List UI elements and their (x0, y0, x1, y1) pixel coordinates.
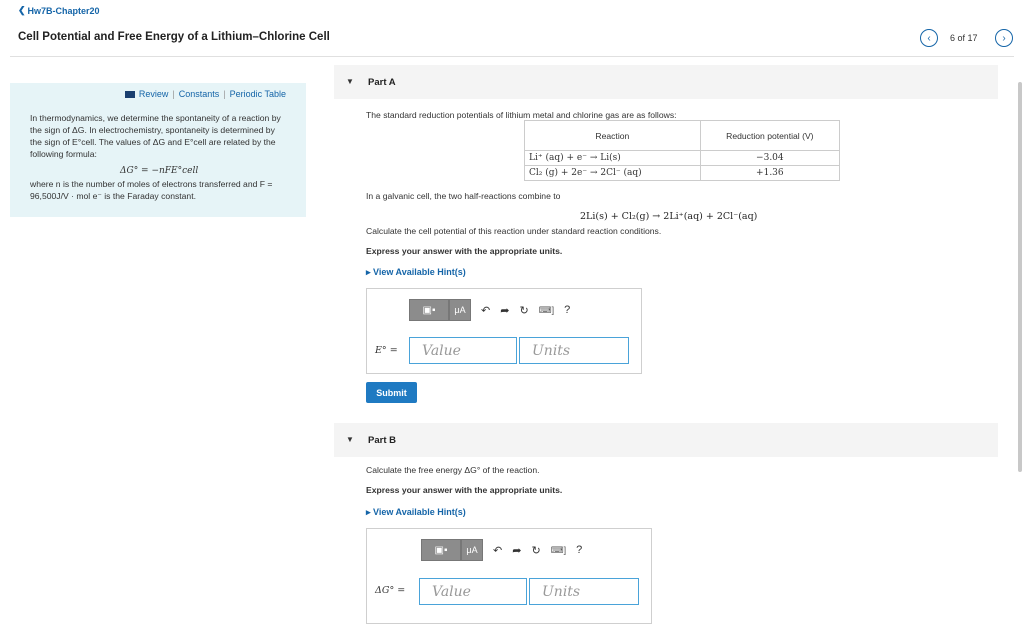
units-button[interactable] (461, 539, 483, 561)
units-input[interactable]: Units (519, 337, 629, 364)
sidebar-formula: ΔG° = −nFE°cell (120, 166, 199, 176)
part-b-answer-box (366, 528, 652, 624)
potential-cell: −3.04 (700, 151, 839, 166)
reaction-cell: Li⁺ (aq) + e⁻ → Li(s) (525, 151, 701, 166)
next-button[interactable] (995, 29, 1013, 47)
template-icon: ▣▪ (422, 304, 436, 316)
template-icon: ▣▪ (434, 544, 448, 556)
reset-icon[interactable]: ↻ (519, 304, 529, 317)
info-sidebar (10, 83, 306, 217)
constants-link[interactable]: Constants (178, 89, 220, 99)
scrollbar[interactable] (1017, 60, 1024, 620)
table-header-potential: Reduction potential (V) (700, 121, 839, 151)
potential-cell: +1.36 (700, 166, 839, 181)
value-input[interactable]: Value (419, 578, 527, 605)
math-toolbar (421, 539, 582, 561)
template-button[interactable] (421, 539, 461, 561)
part-a-question: Calculate the cell potential of this reaction under standard reaction conditions. (366, 226, 662, 236)
top-bar (0, 0, 1024, 56)
math-toolbar (409, 299, 570, 321)
chevron-right-icon: › (1002, 32, 1006, 44)
part-a-hint-link[interactable] (366, 267, 466, 278)
keyboard-icon[interactable]: ⌨] (538, 304, 555, 315)
value-input[interactable]: Value (409, 337, 517, 364)
delta-g-label: ΔG° = (375, 585, 406, 596)
table-row (525, 151, 840, 166)
mu-label: μA (454, 305, 466, 315)
divider (10, 56, 1014, 57)
part-b-header[interactable] (334, 423, 998, 457)
page-count: 6 of 17 (950, 33, 978, 43)
part-a-label: Part A (368, 77, 396, 88)
chevron-left-icon: ❮ (18, 5, 26, 15)
chevron-left-icon: ‹ (927, 32, 931, 44)
help-button[interactable]: ? (576, 544, 583, 556)
part-b-instruction: Express your answer with the appropriate units. (366, 485, 563, 495)
caret-right-icon: ▸ (366, 267, 371, 277)
table-header-reaction: Reaction (525, 121, 701, 151)
mu-label: μA (466, 545, 478, 555)
caret-down-icon: ▼ (346, 435, 354, 444)
part-b-hint-link[interactable] (366, 507, 466, 518)
template-button[interactable] (409, 299, 449, 321)
part-a-header[interactable] (334, 65, 998, 99)
caret-down-icon: ▼ (346, 77, 354, 86)
e-cell-label: E° = (375, 345, 398, 356)
undo-icon[interactable]: ↶ (493, 544, 503, 557)
part-a-intro: The standard reduction potentials of lithium metal and chlorine gas are as follows: (366, 110, 677, 120)
redo-icon[interactable]: ➦ (500, 304, 510, 317)
reaction-cell: Cl₂ (g) + 2e⁻ → 2Cl⁻ (aq) (525, 166, 701, 181)
part-b-question: Calculate the free energy ΔG° of the reaction. (366, 465, 540, 475)
sidebar-links: Review | Constants | Periodic Table (30, 89, 286, 99)
help-button[interactable]: ? (564, 304, 571, 316)
review-link[interactable]: Review (138, 89, 169, 99)
part-a-instruction: Express your answer with the appropriate units. (366, 246, 563, 256)
units-button[interactable] (449, 299, 471, 321)
table-row (525, 166, 840, 181)
caret-right-icon: ▸ (366, 507, 371, 517)
submit-button[interactable]: Submit (366, 382, 417, 403)
sidebar-footnote: where n is the number of moles of electrons transferred and F = 96,500J/V · mol e⁻ is the Faraday constant. (30, 179, 273, 201)
back-link-label: Hw7B-Chapter20 (27, 5, 100, 16)
hint-label: View Available Hint(s) (373, 267, 466, 277)
reset-icon[interactable]: ↻ (531, 544, 541, 557)
redo-icon[interactable]: ➦ (512, 544, 522, 557)
units-input[interactable]: Units (529, 578, 639, 605)
periodic-table-link[interactable]: Periodic Table (229, 89, 286, 99)
part-a-answer-box (366, 288, 642, 374)
review-icon (125, 91, 135, 98)
galvanic-text: In a galvanic cell, the two half-reactions combine to (366, 191, 561, 201)
page-title: Cell Potential and Free Energy of a Lithium–Chlorine Cell (18, 31, 330, 43)
keyboard-icon[interactable]: ⌨] (550, 544, 567, 555)
hint-label: View Available Hint(s) (373, 507, 466, 517)
part-b-label: Part B (368, 435, 396, 446)
scrollbar-thumb[interactable] (1018, 82, 1022, 472)
undo-icon[interactable]: ↶ (481, 304, 491, 317)
previous-button[interactable] (920, 29, 938, 47)
sidebar-intro: In thermodynamics, we determine the spontaneity of a reaction by the sign of ΔG. In electrochemistry, spontaneity is determined by the sign of E°cell. The values of ΔG and E°cell are related by the following formula: (30, 113, 281, 159)
back-link[interactable] (18, 5, 100, 16)
overall-reaction: 2Li(s) + Cl₂(g) → 2Li⁺(aq) + 2Cl⁻(aq) (580, 211, 758, 222)
reduction-table (524, 120, 840, 181)
